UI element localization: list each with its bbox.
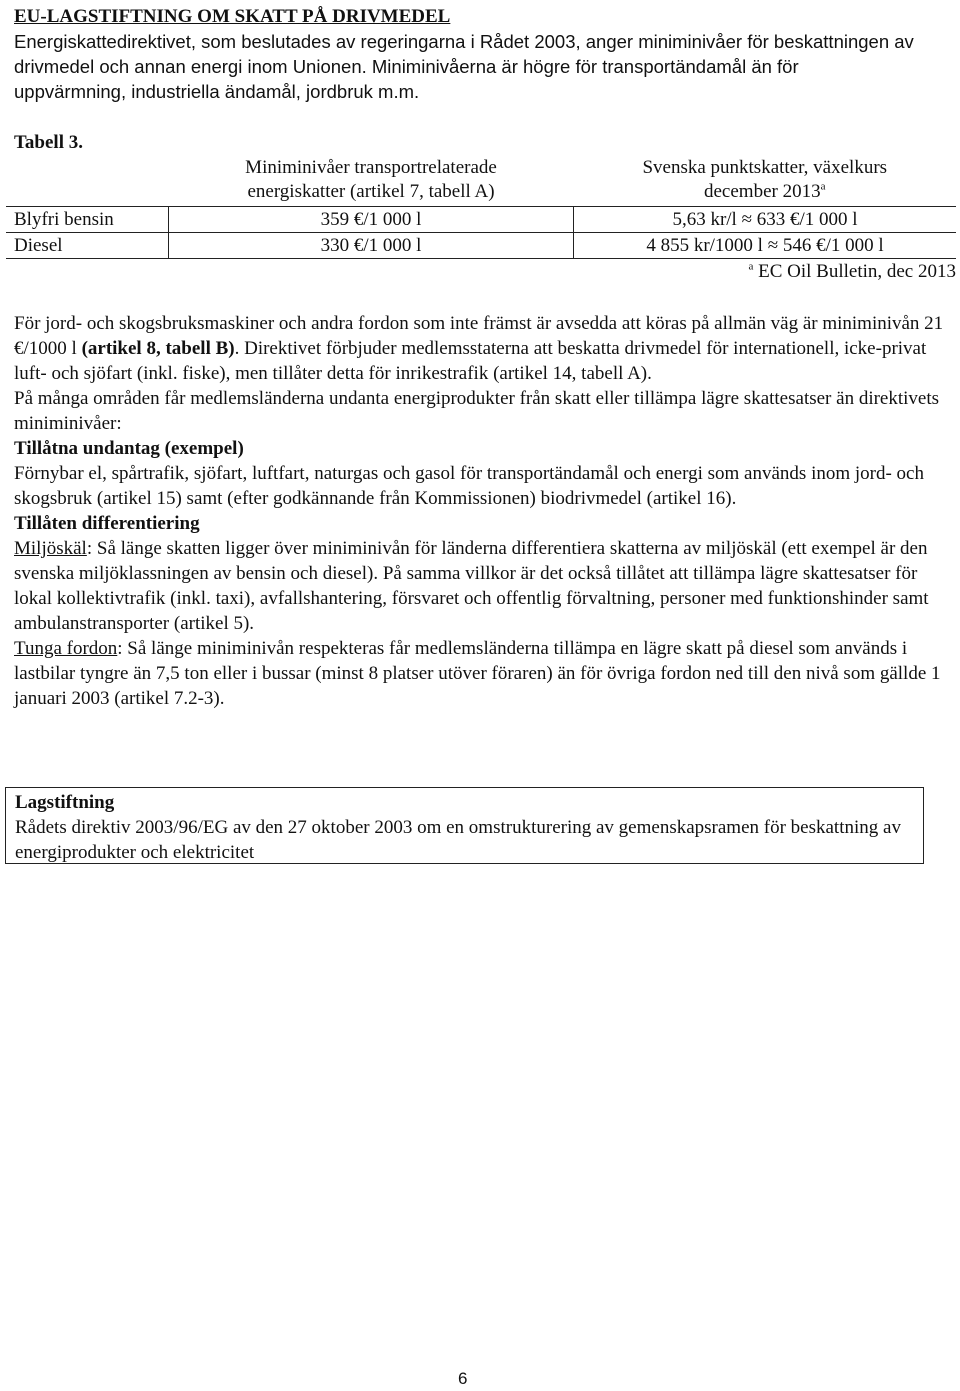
header-min-levels-line2: energiskatter (artikel 7, tabell A) [247, 181, 495, 202]
header-swedish-tax [574, 154, 957, 207]
legislation-text: Rådets direktiv 2003/96/EG av den 27 oktober 2003 om en omstrukturering av gemenskapsramen för beskattning av energiprodukter och elektricitet [15, 817, 901, 863]
header-swedish-tax-line1: Svenska punktskatter, växelkurs [642, 157, 888, 178]
swedish-tax-cell: 4 855 kr/1000 l ≈ 546 €/1 000 l [574, 233, 957, 259]
header-empty-cell [6, 154, 169, 207]
table-footnote [748, 259, 956, 284]
table-row [6, 207, 956, 233]
header-swedish-tax-line2: december 2013 [704, 181, 821, 202]
heavy-vehicles-text: : Så länge miniminivån respekteras får medlemsländerna tillämpa en lägre skatt på diesel som används i lastbilar tyngre än 7,5 ton eller i bussar (minst 8 platser utöver föraren) än för övriga fordon ned till den nivå som gällde 1 januari 2003 (artikel 7.2-3). [14, 638, 941, 709]
paragraph-offroad-article: (artikel 8, tabell B) [81, 338, 235, 359]
environment-label: Miljöskäl [14, 538, 87, 559]
footnote-text: EC Oil Bulletin, dec 2013 [758, 261, 956, 282]
product-cell: Blyfri bensin [6, 207, 169, 233]
legislation-heading: Lagstiftning [15, 792, 115, 813]
header-min-levels [169, 154, 574, 207]
heading-differentiation: Tillåten differentiering [14, 513, 200, 534]
paragraph-heavy-vehicles [14, 636, 944, 711]
table-header-row [6, 154, 956, 207]
min-level-cell: 359 €/1 000 l [169, 207, 574, 233]
paragraph-exemptions-intro: På många områden får medlemsländerna undanta energiprodukter från skatt eller tillämpa lägre skattesatser än direktivets miniminivåer: [14, 388, 940, 434]
min-level-cell: 330 €/1 000 l [169, 233, 574, 259]
table-caption: Tabell 3. [14, 132, 83, 153]
page-heading: EU-LAGSTIFTNING OM SKATT PÅ DRIVMEDEL [14, 6, 451, 27]
swedish-tax-cell: 5,63 kr/l ≈ 633 €/1 000 l [574, 207, 957, 233]
product-cell: Diesel [6, 233, 169, 259]
intro-paragraph: Energiskattedirektivet, som beslutades av regeringarna i Rådet 2003, anger miniminivåer för beskattningen av drivmedel och annan energi inom Unionen. Miniminivåerna är högre för transportändamål än för uppvärmning, industriella ändamål, jordbruk m.m. [14, 31, 914, 102]
paragraph-offroad-pre: För jord- och skogsbruksmaskiner och andra fordon som inte främst är avsedda att köras på allmän väg är miniminivån 21 €/1000 l [14, 313, 944, 359]
header-min-levels-line1: Miniminivåer transportrelaterade [245, 157, 497, 178]
main-section [14, 311, 944, 711]
environment-text: : Så länge skatten ligger över miniminivån för länderna differentiera skatterna av miljöskäl (ett exempel är den svenska miljöklassningen av bensin och diesel). På samma villkor är det också tillåtet att tillämpa lägre skattesatser för lokal kollektivtrafik (inkl. taxi), avfallshantering, försvaret och offentlig förvaltning, personer med funktionshinder samt ambulanstransporter (artikel 5). [14, 538, 929, 634]
paragraph-exemptions: Förnybar el, spårtrafik, sjöfart, luftfart, naturgas och gasol för transportändamål och energi som används inom jord- och skogsbruk (artikel 15) samt (efter godkännande från Kommissionen) biodrivmedel (artikel 16). [14, 463, 924, 509]
legislation-box [5, 787, 924, 864]
header-footnote-marker: a [820, 180, 826, 193]
paragraph-offroad-post: . Direktivet förbjuder medlemsstaterna att beskatta drivmedel för internationell, icke-privat luft- och sjöfart (inkl. fiske), men tillåter detta för inrikestrafik (artikel 14, tabell A). [14, 338, 927, 384]
paragraph-environment [14, 536, 944, 636]
tax-table [6, 154, 956, 259]
heavy-vehicles-label: Tunga fordon [14, 638, 118, 659]
table-row [6, 233, 956, 259]
footnote-marker: a [748, 260, 754, 273]
paragraph-offroad [14, 311, 944, 386]
page-number: 6 [458, 1369, 468, 1388]
heading-exemptions: Tillåtna undantag (exempel) [14, 438, 244, 459]
